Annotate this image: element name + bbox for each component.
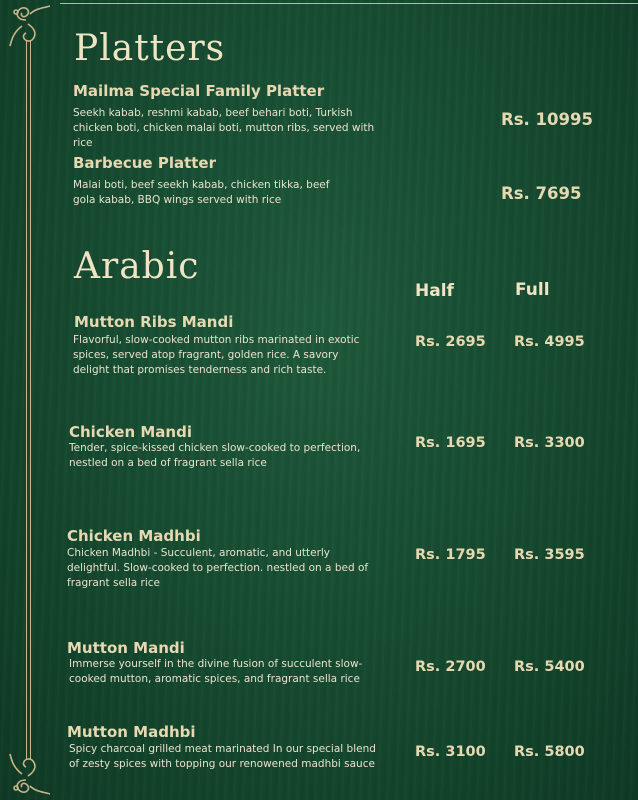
item-price-half: Rs. 2700 (415, 659, 486, 675)
column-header-full: Full (515, 280, 550, 300)
item-price-half: Rs. 1695 (415, 435, 486, 451)
item-name: Mutton Ribs Mandi (74, 313, 234, 331)
item-price: Rs. 7695 (501, 184, 582, 203)
item-name: Mailma Special Family Platter (73, 82, 325, 100)
item-description: Immerse yourself in the divine fusion of succulent slow-cooked mutton, aromatic spices, and fragrant sella rice (69, 658, 363, 685)
border-top (60, 3, 638, 6)
ornamental-corner-icon (4, 752, 52, 800)
section-title-arabic: Arabic (74, 246, 200, 287)
item-description: Tender, spice-kissed chicken slow-cooked to perfection, nestled on a bed of fragrant sella rice (69, 442, 361, 469)
item-name: Chicken Madhbi (67, 527, 201, 545)
item-price-full: Rs. 5400 (514, 659, 585, 675)
ornamental-corner-icon (4, 0, 52, 48)
item-description: Flavorful, slow-cooked mutton ribs marinated in exotic spices, served atop fragrant, golden rice. A savory delight that promises tenderness and rich taste. (73, 334, 360, 376)
item-price-full: Rs. 4995 (514, 334, 585, 350)
item-price-full: Rs. 5800 (514, 744, 585, 760)
column-header-half: Half (415, 281, 454, 301)
item-description: Malai boti, beef seekh kabab, chicken tikka, beef gola kabab, BBQ wings served with rice (73, 179, 330, 206)
item-price-half: Rs. 2695 (415, 334, 486, 350)
item-price-half: Rs. 1795 (415, 547, 486, 563)
section-title-platters: Platters (74, 28, 226, 69)
border-vertical (26, 40, 31, 760)
item-name: Barbecue Platter (73, 154, 216, 172)
item-price-half: Rs. 3100 (415, 744, 486, 760)
item-description: Seekh kabab, reshmi kabab, beef behari boti, Turkish chicken boti, chicken malai boti, mutton ribs, served with rice (73, 107, 375, 149)
item-price-full: Rs. 3595 (514, 547, 585, 563)
item-description: Chicken Madhbi - Succulent, aromatic, and utterly delightful. Slow-cooked to perfection. nestled on a bed of fragrant sella rice (67, 547, 369, 589)
item-name: Mutton Mandi (67, 639, 185, 657)
item-price-full: Rs. 3300 (514, 435, 585, 451)
item-name: Chicken Mandi (69, 423, 192, 441)
item-description: Spicy charcoal grilled meat marinated In our special blend of zesty spices with topping our renowened madhbi sauce (69, 743, 376, 770)
item-price: Rs. 10995 (501, 110, 593, 129)
item-name: Mutton Madhbi (67, 723, 196, 741)
